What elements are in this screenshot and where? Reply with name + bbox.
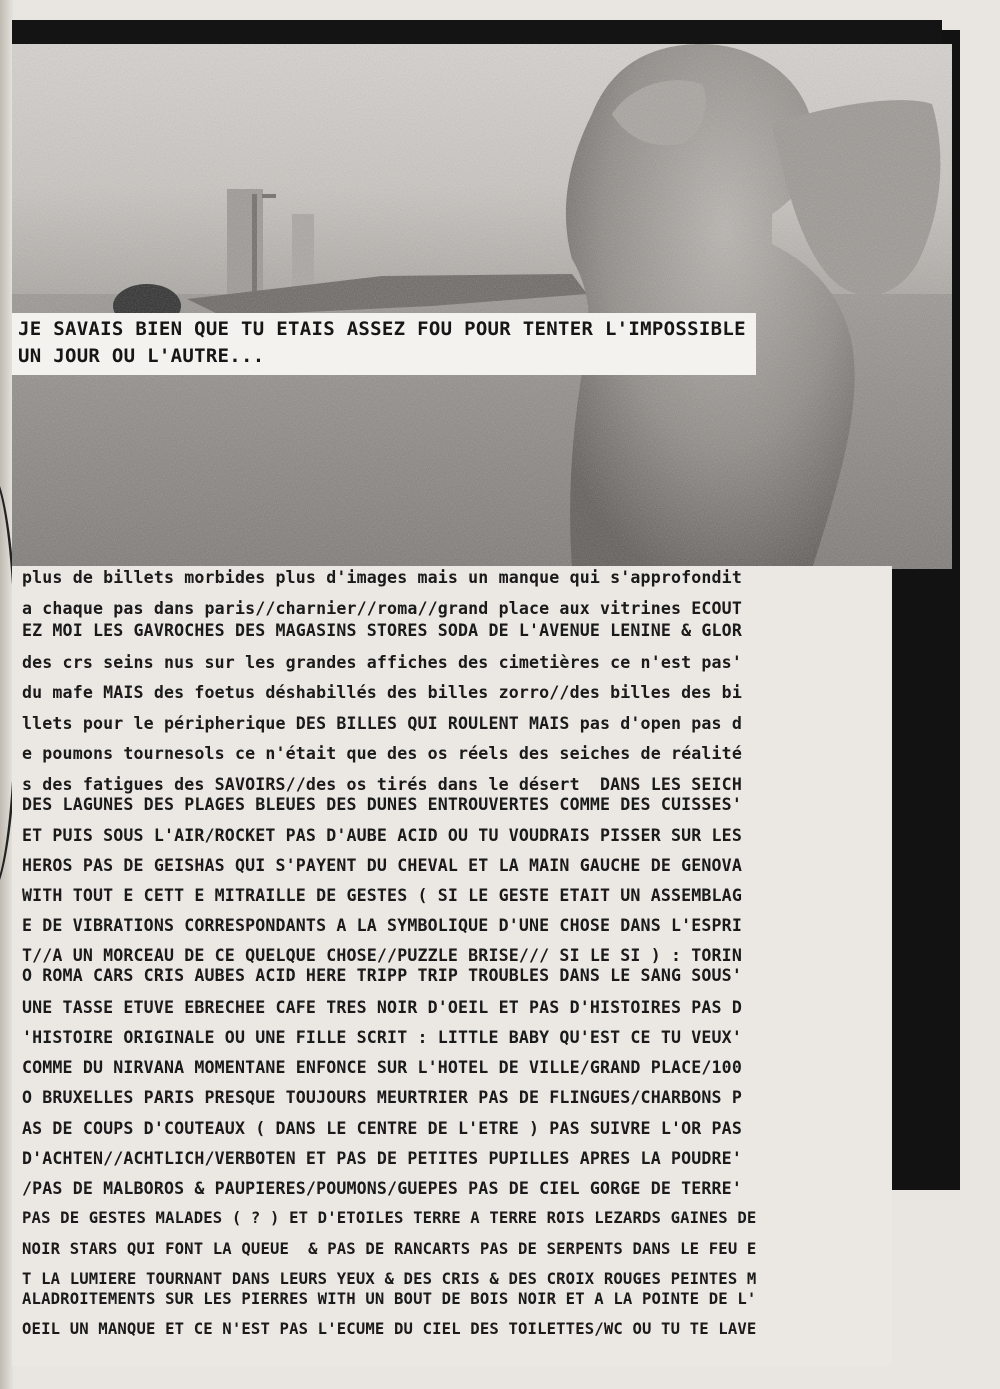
text-line: T LA LUMIERE TOURNANT DANS LEURS YEUX & DES CRIS & DES CROIX ROUGES PEINTES M — [22, 1270, 757, 1288]
text-line: COMME DU NIRVANA MOMENTANE ENFONCE SUR L'HOTEL DE VILLE/GRAND PLACE/100 — [22, 1058, 742, 1077]
text-line: UNE TASSE ETUVE EBRECHEE CAFE TRES NOIR D'OEIL ET PAS D'HISTOIRES PAS D — [22, 998, 742, 1017]
caption-line-1: JE SAVAIS BIEN QUE TU ETAIS ASSEZ FOU POUR TENTER L'IMPOSSIBLE — [18, 318, 746, 340]
text-line: OEIL UN MANQUE ET CE N'EST PAS L'ECUME DU CIEL DES TOILETTES/WC OU TU TE LAVE — [22, 1320, 757, 1338]
text-line: des crs seins nus sur les grandes affiches des cimetières ce n'est pas' — [22, 653, 742, 672]
text-line: ET PUIS SOUS L'AIR/ROCKET PAS D'AUBE ACID OU TU VOUDRAIS PISSER SUR LES — [22, 826, 742, 845]
text-line: WITH TOUT E CETT E MITRAILLE DE GESTES ( SI LE GESTE ETAIT UN ASSEMBLAG — [22, 886, 742, 905]
text-line: NOIR STARS QUI FONT LA QUEUE & PAS DE RANCARTS PAS DE SERPENTS DANS LE FEU E — [22, 1240, 757, 1258]
text-line: D'ACHTEN//ACHTLICH/VERBOTEN ET PAS DE PETITES PUPILLES APRES LA POUDRE' — [22, 1149, 742, 1168]
text-line: /PAS DE MALBOROS & PAUPIERES/POUMONS/GUEPES PAS DE CIEL GORGE DE TERRE' — [22, 1179, 742, 1198]
text-line: 'HISTOIRE ORIGINALE OU UNE FILLE SCRIT : LITTLE BABY QU'EST CE TU VEUX' — [22, 1028, 742, 1047]
text-line: llets pour le péripherique DES BILLES QUI ROULENT MAIS pas d'open pas d — [22, 714, 742, 733]
text-line: plus de billets morbides plus d'images mais un manque qui s'approfondit — [22, 568, 742, 587]
text-line: a chaque pas dans paris//charnier//roma//grand place aux vitrines ECOUT — [22, 599, 742, 618]
text-line: HEROS PAS DE GEISHAS QUI S'PAYENT DU CHEVAL ET LA MAIN GAUCHE DE GENOVA — [22, 856, 742, 875]
text-line: s des fatigues des SAVOIRS//des os tirés dans le désert DANS LES SEICH — [22, 775, 742, 794]
top-black-bar — [12, 20, 942, 46]
text-line: E DE VIBRATIONS CORRESPONDANTS A LA SYMBOLIQUE D'UNE CHOSE DANS L'ESPRI — [22, 916, 742, 935]
text-line: EZ MOI LES GAVROCHES DES MAGASINS STORES SODA DE L'AVENUE LENINE & GLOR — [22, 621, 742, 640]
text-line: O BRUXELLES PARIS PRESQUE TOUJOURS MEURTRIER PAS DE FLINGUES/CHARBONS P — [22, 1088, 742, 1107]
text-line: DES LAGUNES DES PLAGES BLEUES DES DUNES ENTROUVERTES COMME DES CUISSES' — [22, 795, 742, 814]
text-line: PAS DE GESTES MALADES ( ? ) ET D'ETOILES TERRE A TERRE ROIS LEZARDS GAINES DE — [22, 1209, 757, 1227]
text-line: ALADROITEMENTS SUR LES PIERRES WITH UN BOUT DE BOIS NOIR ET A LA POINTE DE L' — [22, 1290, 757, 1308]
text-line: e poumons tournesols ce n'était que des os réels des seiches de réalité — [22, 744, 742, 763]
text-line: du mafe MAIS des foetus déshabillés des billes zorro//des billes des bi — [22, 683, 742, 702]
text-line: AS DE COUPS D'COUTEAUX ( DANS LE CENTRE DE L'ETRE ) PAS SUIVRE L'OR PAS — [22, 1119, 742, 1138]
collage-photo — [12, 44, 952, 569]
text-line: O ROMA CARS CRIS AUBES ACID HERE TRIPP TRIP TROUBLES DANS LE SANG SOUS' — [22, 966, 742, 985]
caption-line-2: UN JOUR OU L'AUTRE... — [18, 345, 265, 367]
text-line: T//A UN MORCEAU DE CE QUELQUE CHOSE//PUZZLE BRISE/// SI LE SI ) : TORIN — [22, 946, 742, 965]
